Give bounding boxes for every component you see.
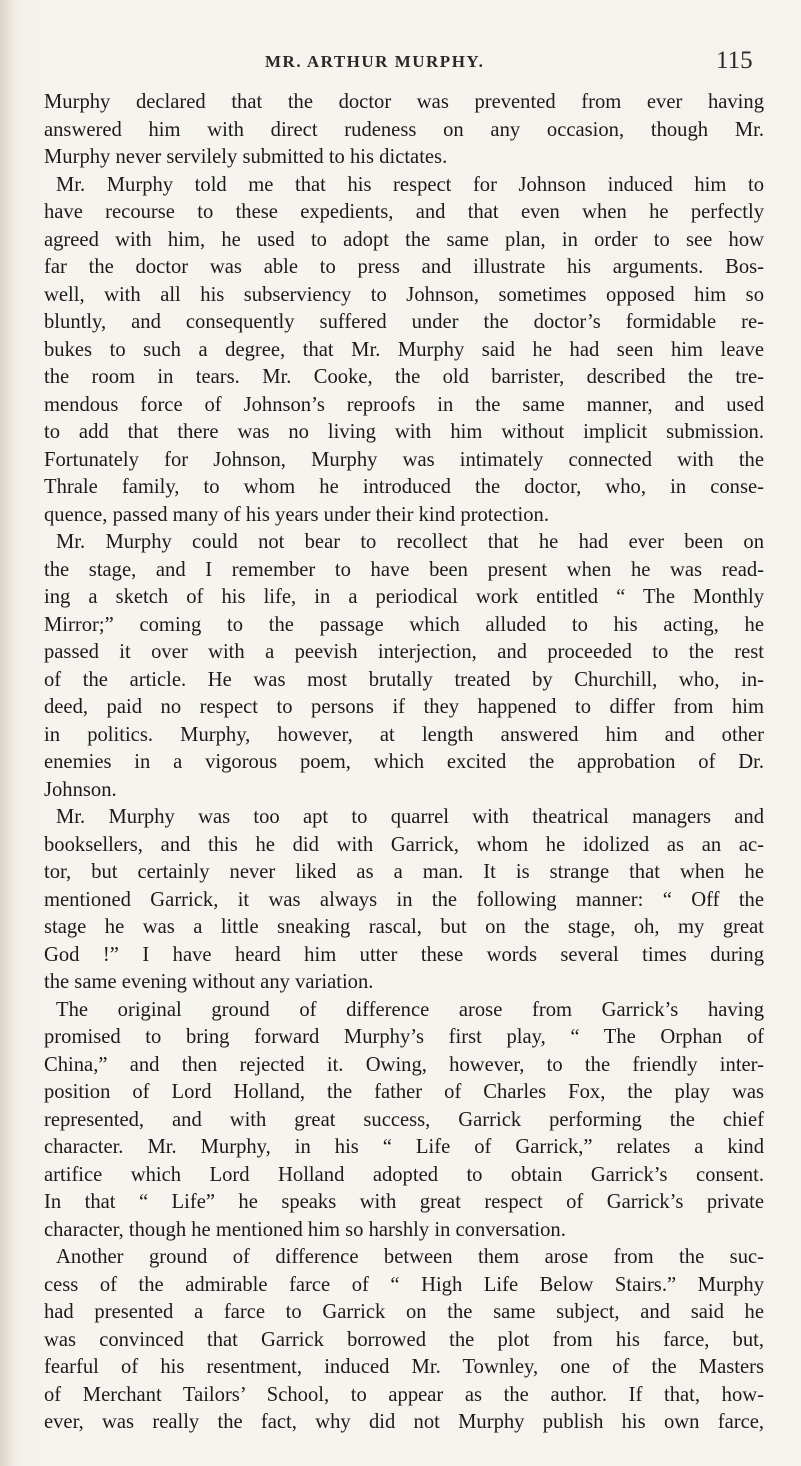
text-line: Mirror;” coming to the passage which alluded to his acting, he <box>44 613 764 636</box>
text-line: the stage, and I remember to have been present when he was read- <box>44 558 764 581</box>
page-number: 115 <box>716 47 753 74</box>
text-line: represented, and with great success, Garrick performing the chief <box>44 1108 764 1131</box>
text-line: ing a sketch of his life, in a periodical work entitled “ The Monthly <box>44 586 764 608</box>
text-line: far the doctor was able to press and illustrate his arguments. Bos- <box>44 256 764 278</box>
text-line: bluntly, and consequently suffered under the doctor’s formidable re- <box>44 311 764 333</box>
text-line: Murphy declared that the doctor was prevented from ever having <box>44 91 764 113</box>
text-line: enemies in a vigorous poem, which excited the approbation of Dr. <box>44 751 764 773</box>
text-line: the room in tears. Mr. Cooke, the old barrister, described the tre- <box>44 366 764 388</box>
text-line: Another ground of difference between them arose from the suc- <box>56 1246 764 1268</box>
text-line: answered him with direct rudeness on any occasion, though Mr. <box>44 118 764 141</box>
text-line: well, with all his subserviency to Johnson, sometimes opposed him so <box>44 283 764 306</box>
text-line: ever, was really the fact, why did not Murphy publish his own farce, <box>44 1411 764 1433</box>
text-line: had presented a farce to Garrick on the same subject, and said he <box>44 1301 764 1323</box>
text-line: China,” and then rejected it. Owing, however, to the friendly inter- <box>44 1053 764 1076</box>
text-line: of Merchant Tailors’ School, to appear as the author. If that, how- <box>44 1383 764 1406</box>
page-gutter-shadow <box>0 0 12 1466</box>
text-line: fearful of his resentment, induced Mr. Townley, one of the Masters <box>44 1356 764 1378</box>
running-head: MR. ARTHUR MURPHY. <box>265 52 485 71</box>
text-line: quence, passed many of his years under their kind protection. <box>44 503 549 526</box>
text-line: bukes to such a degree, that Mr. Murphy said he had seen him leave <box>44 338 764 361</box>
text-line: Mr. Murphy told me that his respect for Johnson induced him to <box>56 173 764 196</box>
text-line: Thrale family, to whom he introduced the doctor, who, in conse- <box>44 476 764 498</box>
text-line: mentioned Garrick, it was always in the following manner: “ Off the <box>44 888 764 911</box>
text-line: passed it over with a peevish interjection, and proceeded to the rest <box>44 641 764 663</box>
text-line: booksellers, and this he did with Garrick, whom he idolized as an ac- <box>44 833 764 856</box>
text-line: promised to bring forward Murphy’s first play, “ The Orphan of <box>44 1026 764 1048</box>
text-line: The original ground of difference arose from Garrick’s having <box>56 998 764 1021</box>
text-line: character, though he mentioned him so harshly in conversation. <box>44 1218 566 1241</box>
text-line: artifice which Lord Holland adopted to obtain Garrick’s consent. <box>44 1163 764 1186</box>
text-line: of the article. He was most brutally treated by Churchill, who, in- <box>44 668 764 691</box>
text-line: was convinced that Garrick borrowed the plot from his farce, but, <box>44 1328 764 1351</box>
text-line: position of Lord Holland, the father of Charles Fox, the play was <box>44 1081 764 1103</box>
text-line: character. Mr. Murphy, in his “ Life of Garrick,” relates a kind <box>44 1136 764 1158</box>
text-line: to add that there was no living with him without implicit submission. <box>44 421 764 443</box>
text-line: cess of the admirable farce of “ High Life Below Stairs.” Murphy <box>44 1273 764 1296</box>
text-line: agreed with him, he used to adopt the same plan, in order to see how <box>44 228 764 251</box>
text-line: have recourse to these expedients, and that even when he perfectly <box>44 201 764 223</box>
text-line: Murphy never servilely submitted to his dictates. <box>44 146 448 168</box>
text-line: Mr. Murphy was too apt to quarrel with theatrical managers and <box>56 806 764 828</box>
text-line: Johnson. <box>44 778 117 801</box>
text-line: Fortunately for Johnson, Murphy was intimately connected with the <box>44 448 764 471</box>
text-line: Mr. Murphy could not bear to recollect that he had ever been on <box>56 531 764 553</box>
text-line: the same evening without any variation. <box>44 971 374 993</box>
text-line: stage he was a little sneaking rascal, but on the stage, oh, my great <box>44 916 764 938</box>
text-line: deed, paid no respect to persons if they happened to differ from him <box>44 696 764 718</box>
text-line: mendous force of Johnson’s reproofs in the same manner, and used <box>44 393 764 416</box>
text-line: God !” I have heard him utter these words several times during <box>44 943 764 966</box>
text-line: in politics. Murphy, however, at length answered him and other <box>44 723 764 746</box>
body-text <box>44 89 764 1437</box>
text-line: In that “ Life” he speaks with great respect of Garrick’s private <box>44 1191 764 1213</box>
text-line: tor, but certainly never liked as a man. It is strange that when he <box>44 861 764 883</box>
